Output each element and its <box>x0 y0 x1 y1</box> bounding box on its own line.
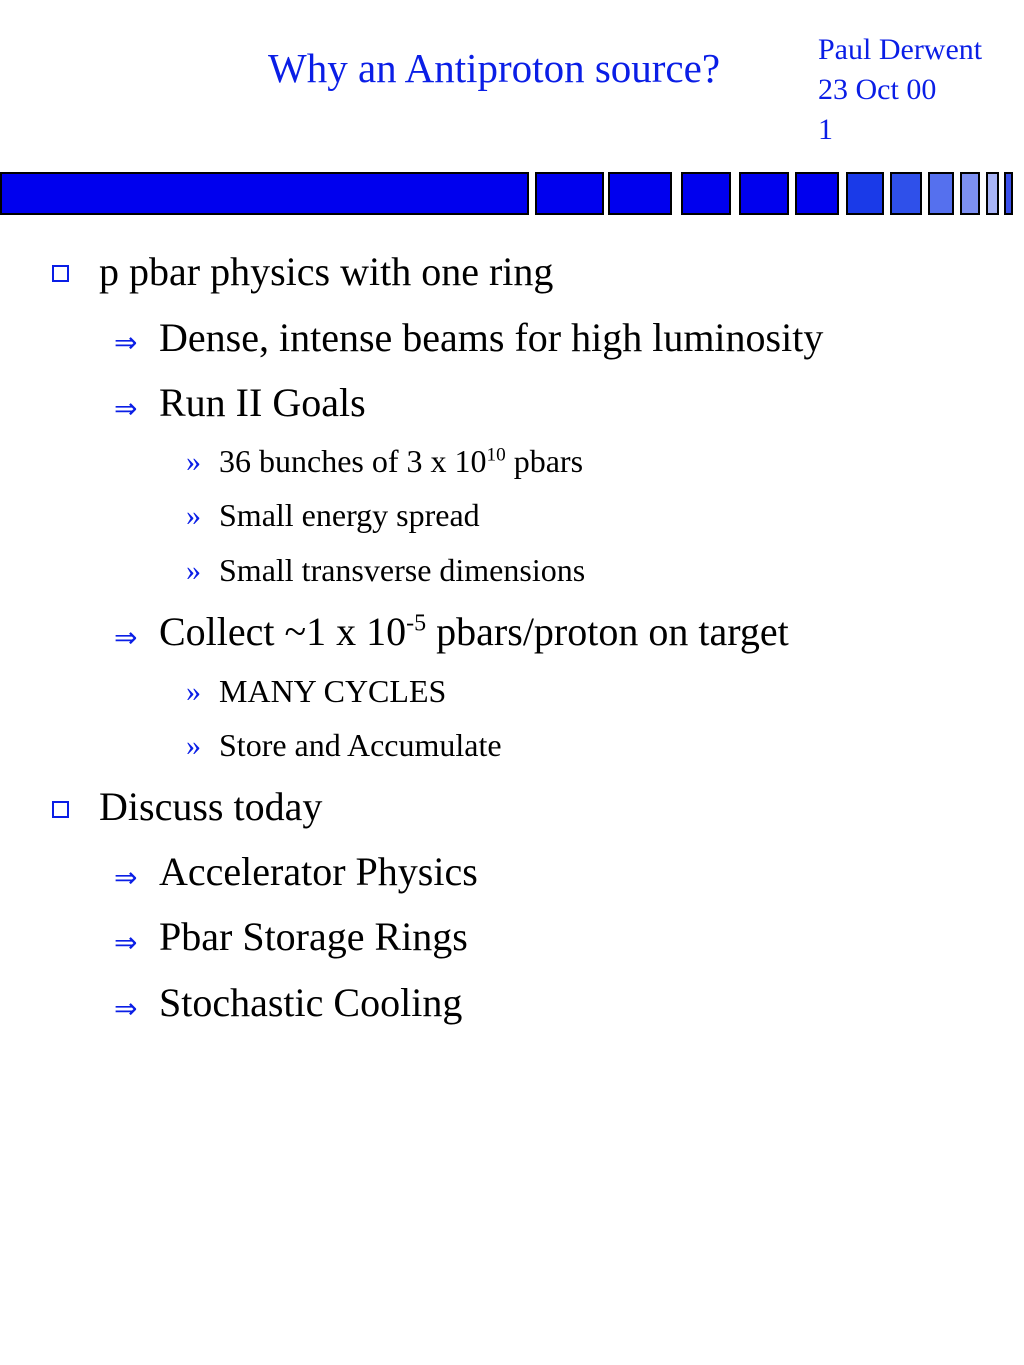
square-bullet-icon <box>52 801 69 818</box>
bar-segment <box>0 172 529 215</box>
bullet-level2 <box>159 609 789 654</box>
bar-segment <box>795 172 839 215</box>
bullet-level3: Small transverse dimensions <box>219 552 586 588</box>
slide-title: Why an Antiproton source? <box>268 45 721 91</box>
slide-date: 23 Oct 00 <box>818 73 937 106</box>
bar-segment <box>986 172 999 215</box>
double-arrow-icon: ⇒ <box>114 392 138 425</box>
bullet-level1: Discuss today <box>99 784 323 829</box>
chevron-bullet-icon: » <box>186 499 201 532</box>
bullet-level2: Dense, intense beams for high luminosity <box>159 315 824 360</box>
slide-meta <box>818 30 982 150</box>
bar-segment <box>1004 172 1013 215</box>
bullet-level2: Stochastic Cooling <box>159 980 463 1025</box>
bullet-level2: Accelerator Physics <box>159 849 478 894</box>
square-bullet-icon <box>52 265 69 282</box>
chevron-bullet-icon: » <box>186 675 201 708</box>
bullet-level3: Small energy spread <box>219 497 480 533</box>
superscript: 10 <box>486 444 506 466</box>
bar-segment <box>739 172 789 215</box>
bullet-level2: Pbar Storage Rings <box>159 914 468 959</box>
bullet-level2: Run II Goals <box>159 380 366 425</box>
bar-segment <box>681 172 731 215</box>
bar-segment <box>535 172 604 215</box>
page-number: 1 <box>818 113 833 146</box>
bullet-level3: MANY CYCLES <box>219 673 447 709</box>
bar-segment <box>846 172 884 215</box>
bullet-level3 <box>219 445 583 477</box>
chevron-bullet-icon: » <box>186 729 201 762</box>
double-arrow-icon: ⇒ <box>114 861 138 894</box>
chevron-bullet-icon: » <box>186 445 201 478</box>
bullet-text: Collect ~1 x 10 <box>159 609 407 654</box>
chevron-bullet-icon: » <box>186 554 201 587</box>
double-arrow-icon: ⇒ <box>114 992 138 1025</box>
bullet-text: pbars <box>505 443 584 479</box>
bullet-level3: Store and Accumulate <box>219 727 502 763</box>
double-arrow-icon: ⇒ <box>114 326 138 359</box>
bar-segment <box>890 172 922 215</box>
double-arrow-icon: ⇒ <box>114 621 138 654</box>
bar-segment <box>960 172 980 215</box>
bar-segment <box>928 172 954 215</box>
author-name: Paul Derwent <box>818 33 983 66</box>
superscript: -5 <box>406 610 427 637</box>
bullet-text: 36 bunches of 3 x 10 <box>219 443 487 479</box>
bullet-text: pbars/proton on target <box>426 609 789 654</box>
bullet-level1: p pbar physics with one ring <box>99 249 554 294</box>
bar-segment <box>608 172 672 215</box>
double-arrow-icon: ⇒ <box>114 926 138 959</box>
